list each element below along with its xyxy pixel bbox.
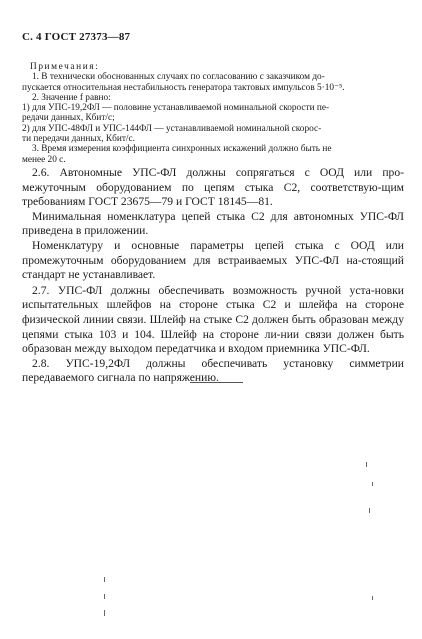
note-line: 3. Время измерения коэффициента синхронных искажений должно быть не — [32, 144, 332, 155]
note-line: 2) для УПС-48ФЛ и УПС-144ФЛ — устанавливаемой номинальной скорос- — [22, 123, 322, 134]
scan-mark — [366, 462, 367, 467]
note-line: пускается относительная нестабильность генератора тактовых импульсов 5·10⁻⁵. — [22, 82, 345, 93]
main-text — [22, 166, 404, 386]
page-header: С. 4 ГОСТ 27373—87 — [22, 31, 131, 43]
paragraph-c2-nomenclature: Минимальная номенклатура цепей стыка С2 для автономных УПС-ФЛ приведена в приложении. — [22, 209, 404, 238]
scan-mark — [372, 596, 373, 600]
note-line: редачи данных, Кбит/с; — [22, 113, 115, 124]
paragraph-embedded-params: Номенклатуру и основные параметры цепей стыка с ООД или промежуточным оборудованием для встраиваемых УПС-ФЛ на-стоящий стандарт не устанавливает. — [22, 238, 404, 282]
notes-title: Примечания: — [30, 62, 100, 72]
scan-mark — [104, 610, 105, 616]
note-line: 1) для УПС-19,2ФЛ — половине устанавливаемой номинальной скорости пе- — [22, 103, 330, 114]
note-line: ти передачи данных, Кбит/с. — [22, 134, 135, 145]
paragraph-2-8: 2.8. УПС-19,2ФЛ должны обеспечивать установку симметрии передаваемого сигнала по напряжению. — [22, 356, 404, 385]
paragraph-2-7: 2.7. УПС-ФЛ должны обеспечивать возможность ручной уста-новки испытательных шлейфов на стороне стыка С2 и шлейфа на стороне физической линии связи. Шлейф на стыке С2 должен быть образован между цепями стыка 103 и 104. Шлейф на стороне ли-нии связи должен быть образован между выходом передатчика и входом приемника УПС-ФЛ. — [22, 283, 404, 356]
scan-mark — [104, 577, 105, 582]
section-separator — [190, 382, 243, 383]
note-line: менее 20 с. — [22, 154, 66, 165]
notes-block — [22, 62, 402, 165]
note-line: 1. В технически обоснованных случаях по согласованию с заказчиком до- — [32, 72, 325, 83]
note-line: 2. Значение f равно: — [32, 92, 111, 103]
paragraph-2-6: 2.6. Автономные УПС-ФЛ должны сопрягаться с ООД или про-межуточным оборудованием по цепям стыка С2, соответствую-щим требованиям ГОСТ 23675—79 и ГОСТ 18145—81. — [22, 166, 404, 209]
scan-mark — [369, 508, 370, 513]
scan-mark — [372, 482, 373, 486]
scan-mark — [104, 594, 105, 599]
